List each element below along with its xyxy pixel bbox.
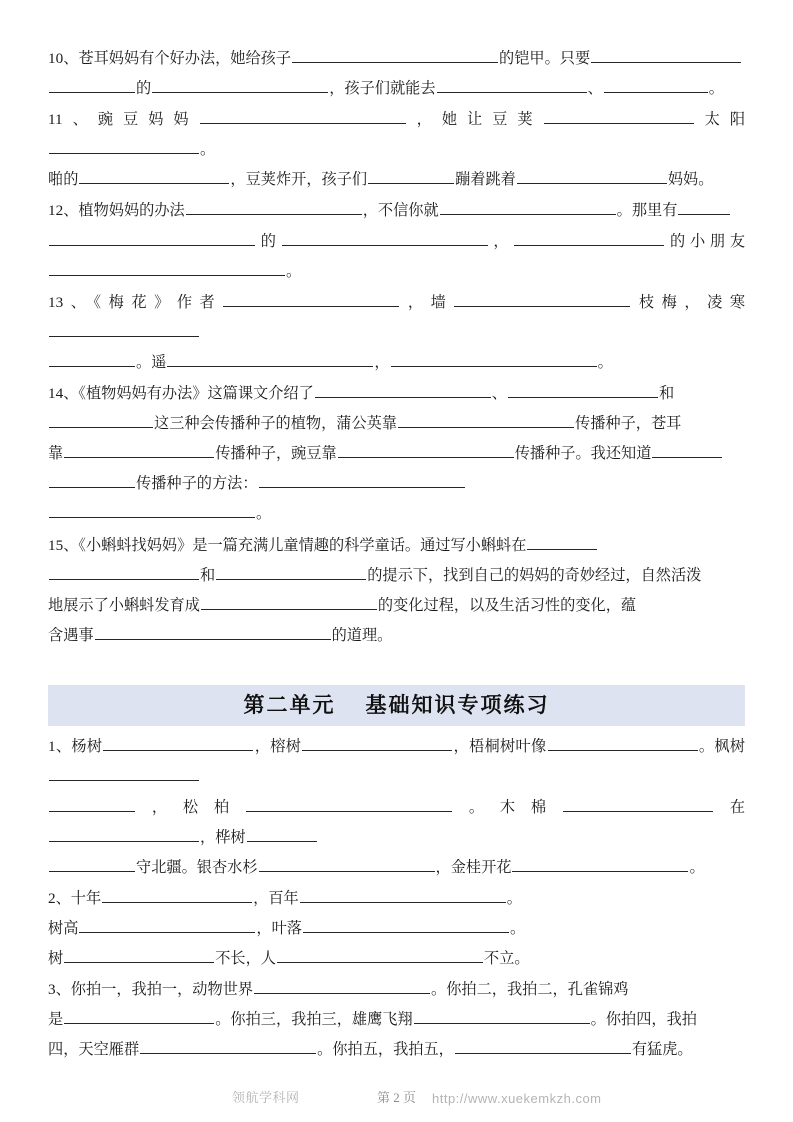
question-text: 不长，人 — [215, 949, 276, 967]
question-text: 的铠甲。只要 — [499, 50, 591, 67]
fill-in-blank[interactable] — [678, 200, 730, 216]
fill-in-blank[interactable] — [186, 200, 362, 216]
question-text: 。 — [708, 80, 724, 98]
question-text: ，桦树 — [200, 828, 246, 846]
page-number: 第 2 页 — [376, 1090, 416, 1105]
fill-in-blank[interactable] — [49, 138, 199, 154]
fill-in-blank[interactable] — [282, 230, 488, 246]
question-text: 四，天空雁群 — [48, 1041, 140, 1059]
fill-in-blank[interactable] — [527, 534, 597, 550]
fill-in-blank[interactable] — [440, 200, 616, 216]
fill-in-blank[interactable] — [414, 1008, 590, 1024]
question-text: 地展示了小蝌蚪发育成 — [48, 596, 200, 614]
fill-in-blank[interactable] — [200, 108, 406, 124]
question-text: 10、苍耳妈妈有个好办法，她给孩子 — [48, 50, 291, 67]
fill-in-blank[interactable] — [49, 230, 255, 246]
question-text: 3、你拍一，我拍一，动物世界 — [48, 981, 254, 999]
question-text: 。 — [597, 353, 613, 371]
fill-in-blank[interactable] — [544, 108, 694, 124]
question-text: 14、《植物妈妈有办法》这篇课文介绍了 — [48, 385, 314, 403]
fill-in-blank[interactable] — [216, 564, 366, 580]
question-text: 和 — [658, 385, 675, 403]
fill-in-blank[interactable] — [95, 624, 331, 640]
question-text: 。 — [286, 262, 302, 280]
fill-in-blank[interactable] — [315, 382, 491, 398]
question-text: 树高 — [48, 919, 79, 937]
fill-in-blank[interactable] — [49, 351, 135, 367]
question-text: 。 — [506, 889, 522, 907]
fill-in-blank[interactable] — [303, 917, 509, 933]
fill-in-blank[interactable] — [508, 382, 658, 398]
question-text: 。 — [256, 505, 272, 523]
fill-in-blank[interactable] — [49, 412, 153, 428]
fill-in-blank[interactable] — [517, 168, 667, 184]
fill-in-blank[interactable] — [102, 887, 252, 903]
section-heading-unit: 第二单元 — [243, 692, 336, 717]
question-text: 不立。 — [483, 949, 530, 967]
exercise-item — [48, 196, 745, 286]
fill-in-blank[interactable] — [49, 826, 199, 842]
question-text: 13、《梅花》作者 — [48, 293, 223, 311]
question-text: 有猛虎。 — [631, 1041, 693, 1059]
fill-in-blank[interactable] — [64, 442, 214, 458]
question-text: 12、植物妈妈的办法 — [48, 202, 185, 220]
question-text: 妈妈。 — [667, 171, 714, 189]
fill-in-blank[interactable] — [455, 1038, 631, 1054]
question-text: 的道理。 — [331, 626, 393, 644]
question-text: 在 — [713, 798, 746, 816]
question-text: 。木棉 — [452, 798, 562, 816]
fill-in-blank[interactable] — [454, 291, 630, 307]
question-text: 靠 — [48, 445, 64, 463]
fill-in-blank[interactable] — [437, 77, 587, 93]
fill-in-blank[interactable] — [591, 47, 741, 63]
fill-in-blank[interactable] — [49, 502, 255, 518]
fill-in-blank[interactable] — [49, 856, 135, 872]
fill-in-blank[interactable] — [604, 77, 708, 93]
question-text: 的小朋友 — [665, 232, 745, 250]
fill-in-blank[interactable] — [49, 564, 199, 580]
fill-in-blank[interactable] — [259, 856, 435, 872]
fill-in-blank[interactable] — [79, 917, 255, 933]
question-text: ，榕树 — [254, 738, 302, 756]
fill-in-blank[interactable] — [302, 735, 452, 751]
question-text: ，不信你就 — [362, 202, 439, 220]
question-text: 太阳 — [694, 111, 746, 129]
question-text: 传播种子。我还知道 — [514, 445, 652, 463]
fill-in-blank[interactable] — [64, 1008, 214, 1024]
exercise-item — [48, 884, 745, 974]
page-footer — [0, 1088, 793, 1106]
question-text: ， — [488, 232, 514, 250]
fill-in-blank[interactable] — [152, 77, 328, 93]
question-text: 1、杨树 — [48, 738, 103, 756]
fill-in-blank[interactable] — [391, 351, 597, 367]
fill-in-blank[interactable] — [300, 887, 506, 903]
question-text: 的变化过程，以及生活习性的变化，蕴 — [377, 596, 637, 614]
question-text: ， — [374, 353, 390, 371]
fill-in-blank[interactable] — [223, 291, 399, 307]
exercise-list-part2 — [48, 732, 745, 1065]
fill-in-blank[interactable] — [79, 168, 229, 184]
fill-in-blank[interactable] — [49, 260, 285, 276]
fill-in-blank[interactable] — [167, 351, 373, 367]
exercise-item — [48, 732, 745, 882]
fill-in-blank[interactable] — [64, 947, 214, 963]
question-text: ，墙 — [400, 293, 454, 311]
question-text: 。那里有 — [616, 202, 678, 220]
question-text: 传播种子，豌豆靠 — [215, 445, 337, 463]
question-text: ，松柏 — [136, 798, 245, 816]
question-text: 传播种子，苍耳 — [575, 415, 682, 433]
exercise-item — [48, 379, 745, 529]
question-text: 的提示下，找到自己的妈妈的奇妙经过，自然活泼 — [367, 566, 702, 584]
question-text: 这三种会传播种子的植物，蒲公英靠 — [154, 415, 397, 433]
fill-in-blank[interactable] — [292, 47, 498, 63]
fill-in-blank[interactable] — [548, 735, 698, 751]
exercise-list-part1 — [48, 44, 745, 651]
exercise-item — [48, 975, 745, 1065]
question-text: 11、豌豆妈妈 — [48, 111, 199, 129]
question-text: ，豆荚炸开，孩子们 — [230, 171, 368, 189]
fill-in-blank[interactable] — [49, 472, 135, 488]
exercise-item — [48, 531, 745, 651]
question-text: 。遥 — [136, 353, 167, 371]
watermark-site-url: http://www.xuekemkzh.com — [432, 1091, 602, 1106]
fill-in-blank[interactable] — [652, 442, 722, 458]
question-text: 、 — [587, 80, 603, 98]
fill-in-blank[interactable] — [277, 947, 483, 963]
fill-in-blank[interactable] — [254, 978, 430, 994]
question-text: ，金桂开花 — [435, 858, 512, 876]
fill-in-blank[interactable] — [140, 1038, 316, 1054]
question-text: 的 — [136, 80, 152, 98]
section-heading — [48, 685, 745, 726]
fill-in-blank[interactable] — [49, 796, 135, 812]
question-text: 枝梅，凌寒 — [631, 293, 746, 311]
fill-in-blank[interactable] — [368, 168, 454, 184]
question-text: 。你拍四，我拍 — [590, 1011, 697, 1029]
section-heading-topic: 基础知识专项练习 — [365, 692, 550, 717]
question-text: 是 — [48, 1011, 64, 1029]
fill-in-blank[interactable] — [201, 594, 377, 610]
fill-in-blank[interactable] — [514, 230, 664, 246]
fill-in-blank[interactable] — [49, 765, 199, 781]
question-text: 树 — [48, 949, 64, 967]
exercise-item — [48, 44, 745, 104]
question-text: 。 — [509, 919, 526, 937]
question-text: ，叶落 — [256, 919, 302, 937]
question-text: 15、《小蝌蚪找妈妈》是一篇充满儿童情趣的科学童话。通过写小蝌蚪在 — [48, 536, 527, 554]
fill-in-blank[interactable] — [49, 321, 199, 337]
question-text: ，百年 — [253, 889, 299, 907]
question-text: ，梧桐树叶像 — [453, 738, 547, 756]
question-text: 。你拍五，我拍五， — [317, 1041, 454, 1059]
question-text: 。你拍二，我拍二，孔雀锦鸡 — [431, 981, 629, 999]
fill-in-blank[interactable] — [103, 735, 253, 751]
fill-in-blank[interactable] — [247, 826, 317, 842]
question-text: ，她让豆荚 — [406, 111, 543, 129]
fill-in-blank[interactable] — [563, 796, 713, 812]
question-text: 含遇事 — [48, 626, 94, 644]
fill-in-blank[interactable] — [398, 412, 574, 428]
question-text: 。 — [200, 141, 216, 159]
question-text: 的 — [256, 232, 281, 250]
question-text: 传播种子的方法： — [136, 475, 258, 493]
watermark-site-name: 领航学科网 — [232, 1090, 300, 1105]
question-text: 守北疆。银杏水杉 — [136, 858, 258, 876]
exercise-item — [48, 105, 745, 195]
fill-in-blank[interactable] — [259, 472, 465, 488]
question-text: 。 — [689, 858, 705, 876]
question-text: ，孩子们就能去 — [329, 80, 436, 98]
question-text: 、 — [491, 385, 507, 403]
question-text: 蹦着跳着 — [455, 171, 516, 189]
question-text: 2、十年 — [48, 889, 102, 907]
fill-in-blank[interactable] — [49, 77, 135, 93]
fill-in-blank[interactable] — [338, 442, 514, 458]
question-text: 。枫树 — [698, 738, 746, 756]
question-text: 和 — [200, 566, 216, 584]
question-text: 。你拍三，我拍三，雄鹰飞翔 — [215, 1011, 413, 1029]
exercise-item — [48, 288, 745, 378]
fill-in-blank[interactable] — [512, 856, 688, 872]
fill-in-blank[interactable] — [246, 796, 452, 812]
question-text: 啪的 — [48, 171, 79, 189]
